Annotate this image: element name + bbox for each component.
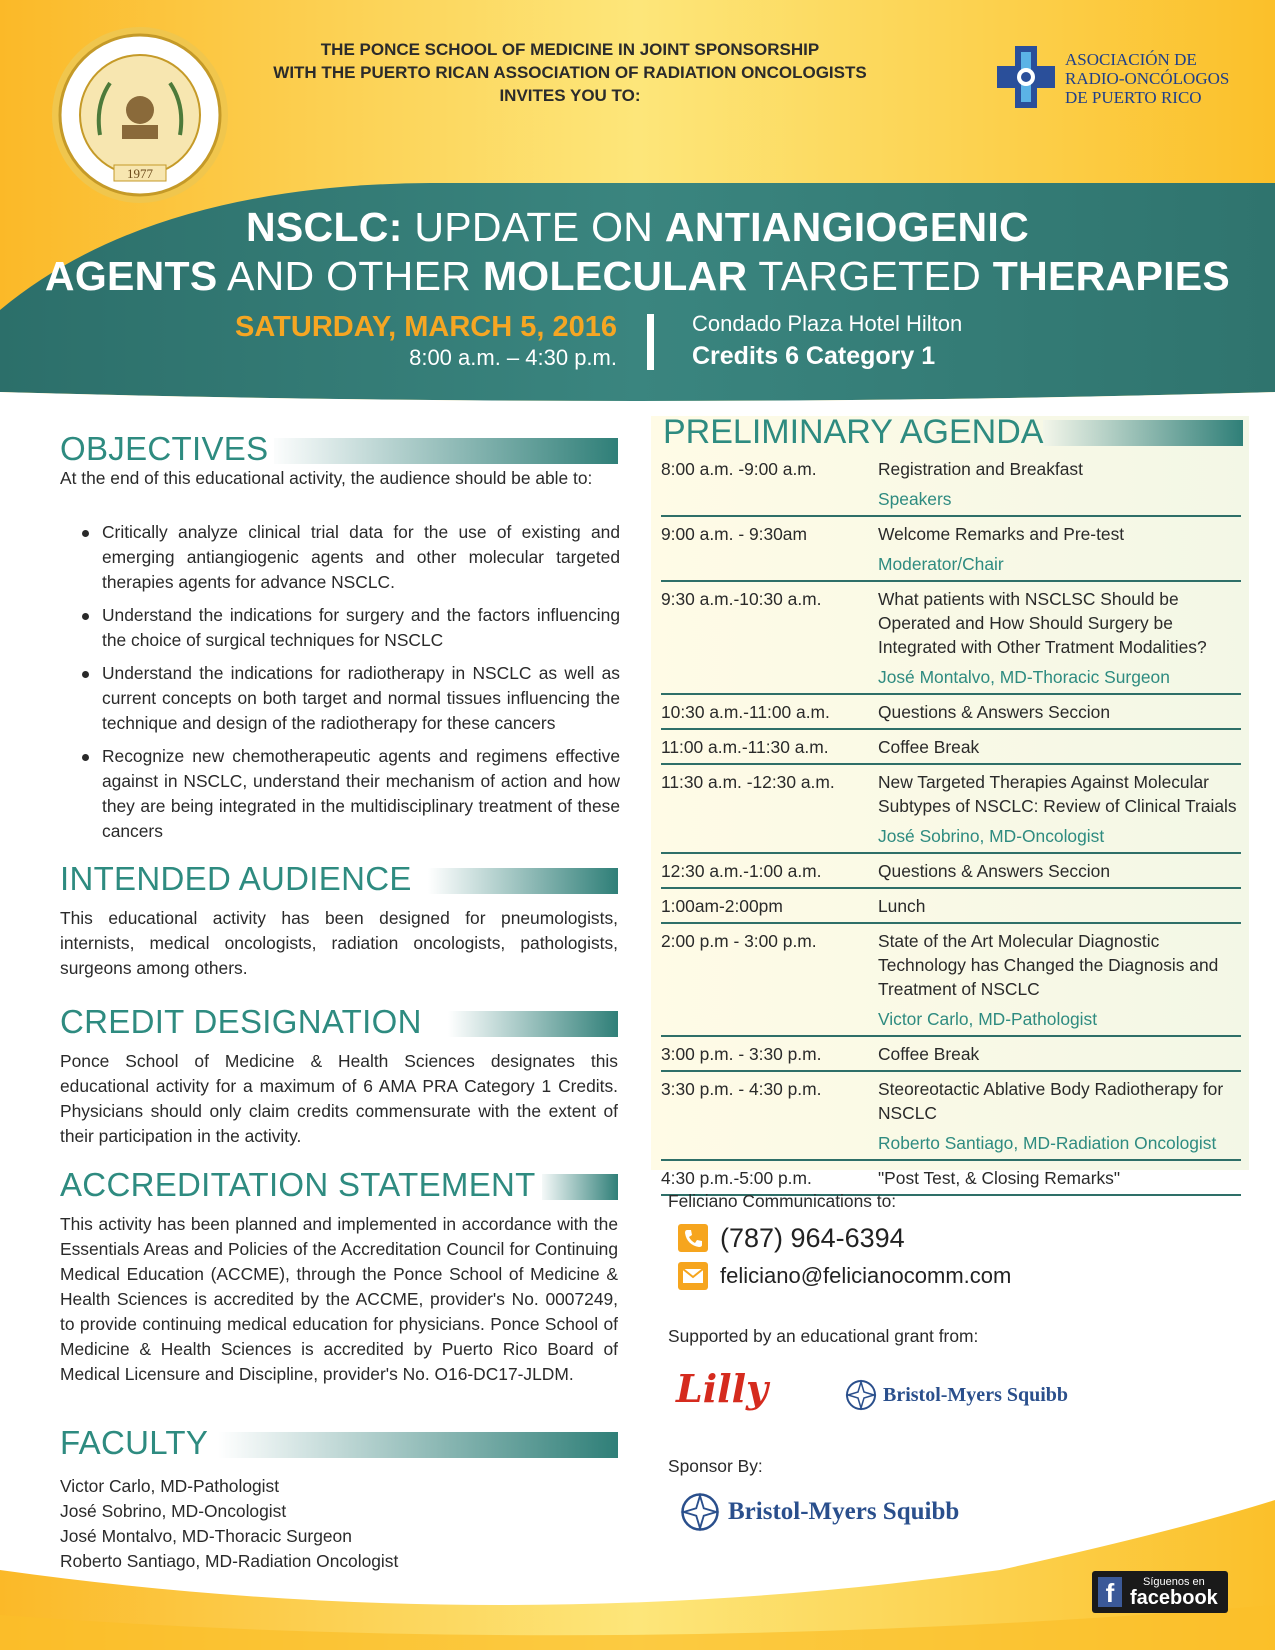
table-row (661, 517, 1241, 582)
list-item: Understand the indications for surgery and the factors influencing the choice of surgical techniques for NSCLC (80, 603, 620, 653)
table-row (661, 1072, 1241, 1161)
medical-cross-icon (995, 44, 1057, 110)
event-venue: Condado Plaza Hotel Hilton (692, 311, 963, 336)
lilly-logo (672, 1358, 792, 1418)
facebook-follow-text: Síguenos en (1143, 1575, 1205, 1588)
table-row (661, 765, 1241, 854)
facebook-badge[interactable] (1092, 1571, 1228, 1613)
university-seal-logo (50, 25, 230, 205)
assoc-name-line3: DE PUERTO RICO (1065, 88, 1202, 107)
list-item: Recognize new chemotherapeutic agents and regimens effective against in NSCLC, understand their mechanism of action and how they are being integrated in the multidisciplinary treatment of these cancers (80, 744, 620, 844)
event-date: SATURDAY, MARCH 5, 2016 (235, 311, 617, 343)
bullet-icon (82, 754, 89, 761)
bullet-icon (82, 671, 89, 678)
agenda-time: 9:00 a.m. - 9:30am (661, 524, 807, 544)
table-row (661, 1037, 1241, 1072)
agenda-time: 11:00 a.m.-11:30 a.m. (661, 737, 829, 757)
table-row (661, 924, 1241, 1037)
event-header (0, 0, 1275, 410)
table-row (661, 889, 1241, 924)
event-date-block (150, 310, 617, 372)
facebook-icon: f (1098, 1577, 1122, 1607)
agenda-topic: New Targeted Therapies Against Molecular Subtypes of NSCLC: Review of Clinical Traials (878, 772, 1237, 816)
seal-year: 1977 (127, 166, 153, 181)
audience-heading: INTENDED AUDIENCE (60, 860, 618, 898)
agenda-topic: Questions & Answers Seccion (878, 861, 1110, 881)
objectives-list (80, 520, 620, 852)
agenda-time: 1:00am-2:00pm (661, 896, 783, 916)
envelope-icon (678, 1262, 708, 1290)
header-divider (647, 314, 654, 370)
agenda-time: 2:00 p.m - 3:00 p.m. (661, 931, 817, 951)
objectives-heading: OBJECTIVES (60, 430, 618, 468)
agenda-time: 12:30 a.m.-1:00 a.m. (661, 861, 822, 881)
accreditation-heading: ACCREDITATION STATEMENT (60, 1166, 618, 1204)
agenda-time: 4:30 p.m.-5:00 p.m. (661, 1168, 812, 1188)
grant-label: Supported by an educational grant from: (668, 1326, 979, 1346)
bms-star-icon (845, 1379, 877, 1411)
event-title: NSCLC: UPDATE ON ANTIANGIOGENIC AGENTS AND OTHER MOLECULAR TARGETED THERAPIES (44, 204, 1231, 299)
bms-logo: Bristol-Myers Squibb (845, 1378, 1068, 1412)
agenda-topic: Coffee Break (878, 1044, 980, 1064)
table-row (661, 452, 1241, 517)
list-item: Roberto Santiago, MD-Radiation Oncologist (60, 1551, 399, 1571)
agenda-topic: Welcome Remarks and Pre-test (878, 524, 1125, 544)
list-item: José Montalvo, MD-Thoracic Surgeon (60, 1526, 352, 1546)
list-item: Understand the indications for radiotherapy in NSCLC as well as current concepts on both target and normal tissues influencing the technique and design of the radiotherapy for these cancers (80, 661, 620, 736)
faculty-list (60, 1474, 398, 1574)
agenda-speaker: Victor Carlo, MD-Pathologist (878, 1009, 1098, 1029)
phone-icon (678, 1224, 708, 1252)
agenda-time: 10:30 a.m.-11:00 a.m. (661, 702, 830, 722)
event-time: 8:00 a.m. – 4:30 p.m. (409, 345, 617, 370)
table-row (661, 730, 1241, 765)
agenda-time: 11:30 a.m. -12:30 a.m. (661, 772, 835, 792)
agenda-speaker: Speakers (878, 489, 952, 509)
agenda-time: 3:00 p.m. - 3:30 p.m. (661, 1044, 822, 1064)
audience-text: This educational activity has been designed for pneumologists, internists, medical oncologists, radiation oncologists, pathologists, surgeons among others. (60, 908, 618, 978)
bms-sponsor-logo: Bristol-Myers Squibb (680, 1492, 959, 1532)
credit-text: Ponce School of Medicine & Health Sciences designates this educational activity for a maximum of 6 AMA PRA Category 1 Credits. Physicians should only claim credits commensurate with the extent of their participation in the activity. (60, 1051, 618, 1146)
agenda-table (661, 452, 1241, 1196)
agenda-time: 8:00 a.m. -9:00 a.m. (661, 459, 817, 479)
contact-label: Feliciano Communications to: (668, 1191, 897, 1211)
agenda-topic: Questions & Answers Seccion (878, 702, 1110, 722)
facebook-wordmark: facebook (1130, 1586, 1218, 1609)
table-row (661, 854, 1241, 889)
agenda-topic: Steoreotactic Ablative Body Radiotherapy for NSCLC (878, 1079, 1224, 1123)
agenda-topic: State of the Art Molecular Diagnostic Technology has Changed the Diagnosis and Treatment of NSCLC (878, 931, 1219, 999)
agenda-time: 3:30 p.m. - 4:30 p.m. (661, 1079, 822, 1099)
agenda-topic: "Post Test, & Closing Remarks" (878, 1168, 1121, 1188)
faculty-heading: FACULTY (60, 1424, 618, 1462)
contact-email[interactable]: feliciano@felicianocomm.com (678, 1260, 1011, 1292)
list-item: Critically analyze clinical trial data for the use of existing and emerging antiangiogenic agents and other molecular targeted therapies agents for advance NSCLC. (80, 520, 620, 595)
agenda-time: 9:30 a.m.-10:30 a.m. (661, 589, 822, 609)
agenda-speaker: Roberto Santiago, MD-Radiation Oncologist (878, 1133, 1217, 1153)
bms-star-icon (680, 1492, 720, 1532)
joint-sponsorship-text: THE PONCE SCHOOL OF MEDICINE IN JOINT SPONSORSHIP WITH THE PUERTO RICAN ASSOCIATION OF RADIATION ONCOLOGISTS INVITES YOU TO: (273, 40, 867, 105)
sponsor-label: Sponsor By: (668, 1456, 763, 1476)
credit-heading: CREDIT DESIGNATION (60, 1003, 618, 1041)
assoc-name-line1: ASOCIACIÓN DE (1065, 50, 1197, 69)
objectives-intro: At the end of this educational activity, the audience should be able to: (60, 468, 593, 488)
event-credits: Credits 6 Category 1 (692, 342, 936, 370)
contact-phone[interactable]: (787) 964-6394 (678, 1221, 905, 1255)
event-venue-block (692, 309, 962, 373)
agenda-speaker: José Montalvo, MD-Thoracic Surgeon (878, 667, 1170, 687)
svg-text:Lilly: Lilly (676, 1366, 769, 1411)
list-item: José Sobrino, MD-Oncologist (60, 1501, 287, 1521)
table-row (661, 582, 1241, 695)
assoc-name-line2: RADIO-ONCÓLOGOS (1065, 69, 1230, 88)
agenda-topic: Registration and Breakfast (878, 459, 1083, 479)
accreditation-text: This activity has been planned and implemented in accordance with the Essentials Areas and Policies of the Accreditation Council for Continuing Medical Education (ACCME), through the Ponce School of Medicine & Health Sciences is accredited by the ACCME, provider's No. 0007249, to provide continuing medical education for physicians. Ponce School of Medicine & Health Sciences is accredited by Puerto Rico Board of Medical Licensure and Discipline, provider's No. O16-DC17-JLDM. (60, 1214, 618, 1384)
table-row (661, 695, 1241, 730)
agenda-topic: Lunch (878, 896, 926, 916)
list-item: Victor Carlo, MD-Pathologist (60, 1476, 280, 1496)
association-logo (995, 44, 1255, 114)
agenda-topic: What patients with NSCLSC Should be Operated and How Should Surgery be Integrated with Other Tratment Modalities? (878, 589, 1207, 657)
agenda-speaker: José Sobrino, MD-Oncologist (878, 826, 1105, 846)
agenda-topic: Coffee Break (878, 737, 980, 757)
bullet-icon (82, 613, 89, 620)
agenda-speaker: Moderator/Chair (878, 554, 1004, 574)
bullet-icon (82, 530, 89, 537)
agenda-heading: PRELIMINARY AGENDA (663, 412, 1243, 452)
